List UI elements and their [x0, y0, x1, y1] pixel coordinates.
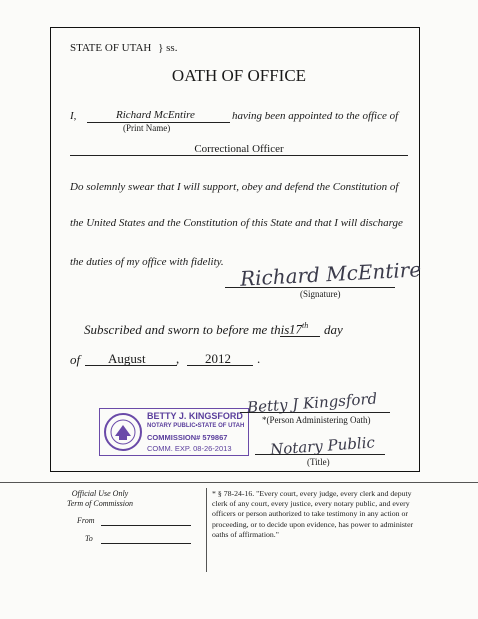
title-caption: (Title): [307, 457, 330, 467]
state-seal-icon: [103, 412, 143, 452]
title-line: [255, 454, 385, 455]
comma: ,: [176, 351, 180, 366]
month-value: August: [108, 351, 146, 366]
ss-label: } ss.: [158, 42, 178, 54]
from-line: [101, 525, 191, 526]
day-suffix: th: [302, 321, 309, 330]
signature-caption: (Signature): [300, 289, 341, 299]
from-label: From: [77, 516, 95, 525]
print-name-value: Richard McEntire: [116, 109, 195, 121]
section-divider: [0, 482, 478, 483]
signature-handwriting: Richard McEntire: [239, 257, 422, 291]
administering-signature: Betty J Kingsford: [246, 389, 378, 417]
year-value: 2012: [205, 351, 231, 366]
appointed-text: having been appointed to the office of: [232, 110, 399, 122]
signature-line: [225, 287, 395, 288]
stamp-expires: COMM. EXP. 08-26-2013: [147, 444, 232, 453]
term-label: Term of Commission: [67, 499, 133, 508]
column-divider: [206, 488, 207, 572]
day-value: [289, 321, 308, 337]
i-label: I,: [70, 110, 77, 122]
title-signature: Notary Public: [269, 433, 376, 459]
administering-line: [240, 412, 390, 413]
page-title: OATH OF OFFICE: [171, 66, 307, 85]
to-line: [101, 543, 191, 544]
stamp-commission: COMMISSION# 579867: [147, 433, 228, 442]
notary-stamp: [99, 408, 249, 456]
office-line: [70, 155, 408, 156]
oath-line-1: Do solemnly swear that I will support, obey and defend the Constitution of: [70, 181, 399, 193]
print-name-caption: (Print Name): [123, 123, 171, 133]
stamp-line1: NOTARY PUBLIC•STATE OF UTAH: [147, 423, 245, 429]
day-number: 17: [289, 321, 302, 337]
to-label: To: [85, 534, 93, 543]
state-label: STATE OF UTAH: [70, 42, 152, 54]
oath-line-3: the duties of my office with fidelity.: [70, 256, 224, 268]
stamp-name: BETTY J. KINGSFORD: [147, 411, 243, 421]
of-label: of: [70, 352, 81, 367]
state-header: [70, 42, 177, 54]
oath-line-2: the United States and the Constitution of this State and that I will discharge: [70, 217, 403, 229]
administering-caption: *(Person Administering Oath): [262, 415, 371, 425]
period: .: [257, 351, 261, 366]
official-use-label: Official Use Only: [71, 489, 129, 498]
statute-text: * § 78-24-16. "Every court, every judge, every clerk and deputy clerk of any court, every justice, every notary public, and every officers or person authorized to take testimony in any action or proceeding, or to decide upon evidence, has power to administer oaths of affirmation.": [212, 489, 414, 539]
sworn-text: Subscribed and sworn to before me this: [84, 322, 290, 337]
office-value: Correctional Officer: [194, 143, 284, 155]
day-word: day: [324, 322, 343, 337]
